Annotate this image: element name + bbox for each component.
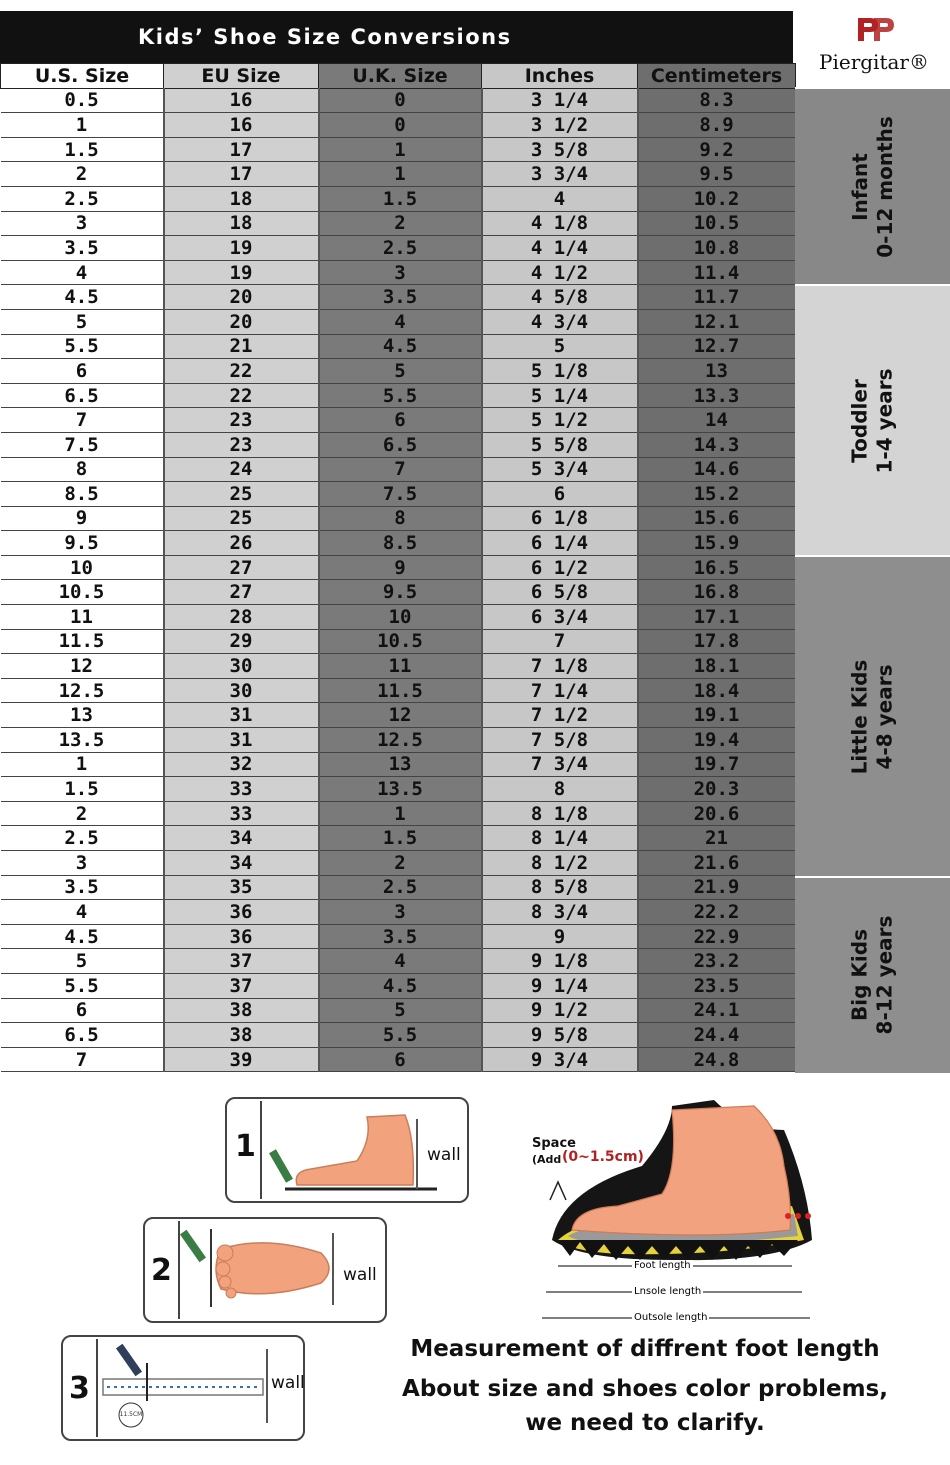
inches-cell: 7 [482,629,638,654]
brand-logo-icon [852,14,896,44]
us-size-cell: 5 [1,309,164,334]
inches-cell: 6 1/8 [482,506,638,531]
eu-size-cell: 25 [164,482,319,507]
eu-size-cell: 38 [164,998,319,1023]
age-group-infant [795,87,950,284]
uk-size-cell: 5.5 [319,1023,482,1048]
us-size-cell: 6 [1,359,164,384]
table-row [1,752,796,777]
table-row [1,728,796,753]
table-header-row [1,64,796,89]
eu-size-cell: 29 [164,629,319,654]
table-row [1,260,796,285]
eu-size-cell: 36 [164,900,319,925]
centimeters-cell: 8.9 [638,113,796,138]
us-size-cell: 9.5 [1,531,164,556]
eu-size-cell: 20 [164,309,319,334]
uk-size-cell: 2.5 [319,875,482,900]
table-row [1,826,796,851]
centimeters-cell: 16.8 [638,580,796,605]
uk-size-cell: 10 [319,605,482,630]
eu-size-cell: 31 [164,703,319,728]
inches-cell: 4 [482,186,638,211]
us-size-cell: 8 [1,457,164,482]
age-group-label [848,659,898,774]
us-size-cell: 7.5 [1,432,164,457]
table-row [1,211,796,236]
centimeters-cell: 13 [638,359,796,384]
centimeters-cell: 22.2 [638,900,796,925]
chart-title [0,11,793,63]
measurement-heading: Measurement of diffrent foot length [410,1336,880,1362]
table-row [1,875,796,900]
add-value: (0~1.5cm) [562,1149,644,1165]
centimeters-cell: 24.1 [638,998,796,1023]
centimeters-cell: 22.9 [638,924,796,949]
inches-cell: 6 [482,482,638,507]
table-row [1,654,796,679]
us-size-cell: 11 [1,605,164,630]
inches-cell: 5 5/8 [482,432,638,457]
uk-size-cell: 9 [319,555,482,580]
us-size-cell: 4 [1,260,164,285]
eu-size-cell: 23 [164,408,319,433]
us-size-cell: 8.5 [1,482,164,507]
us-size-cell: 7 [1,1047,164,1072]
inches-cell: 9 1/2 [482,998,638,1023]
step-3-number: 3 [69,1371,90,1406]
eu-size-cell: 32 [164,752,319,777]
centimeters-cell: 9.2 [638,137,796,162]
centimeters-cell: 14.3 [638,432,796,457]
us-size-cell: 2 [1,162,164,187]
uk-size-cell: 5 [319,359,482,384]
table-row [1,186,796,211]
centimeters-cell: 14 [638,408,796,433]
eu-size-cell: 36 [164,924,319,949]
eu-size-cell: 28 [164,605,319,630]
brand-name: Piergitar® [819,50,929,74]
table-row [1,137,796,162]
age-group-range: 0-12 months [872,115,897,258]
inches-cell: 5 1/2 [482,408,638,433]
eu-size-cell: 25 [164,506,319,531]
us-size-cell: 3 [1,851,164,876]
step-3-panel [61,1335,305,1441]
eu-size-cell: 19 [164,236,319,261]
age-group-range: 1-4 years [872,368,897,474]
uk-size-cell: 1 [319,801,482,826]
table-row [1,334,796,359]
centimeters-cell: 10.2 [638,186,796,211]
inches-cell: 8 5/8 [482,875,638,900]
centimeters-cell: 9.5 [638,162,796,187]
us-size-cell: 4.5 [1,285,164,310]
us-size-cell: 4 [1,900,164,925]
us-size-cell: 7 [1,408,164,433]
inches-cell: 5 3/4 [482,457,638,482]
eu-size-cell: 26 [164,531,319,556]
step-2-number: 2 [151,1253,172,1288]
centimeters-cell: 21.6 [638,851,796,876]
us-size-cell: 12.5 [1,678,164,703]
eu-size-cell: 37 [164,949,319,974]
table-row [1,555,796,580]
uk-size-cell: 6 [319,408,482,433]
table-row [1,703,796,728]
us-size-cell: 5 [1,949,164,974]
table-row [1,580,796,605]
table-row [1,88,796,113]
uk-size-cell: 2 [319,211,482,236]
outsole-length-label: Outsole length [634,1312,708,1323]
centimeters-cell: 19.1 [638,703,796,728]
us-size-cell: 2 [1,801,164,826]
centimeters-cell: 8.3 [638,88,796,113]
brand-logo [800,14,948,84]
inches-cell: 4 1/4 [482,236,638,261]
eu-size-cell: 18 [164,186,319,211]
inches-cell: 7 1/4 [482,678,638,703]
centimeters-cell: 19.4 [638,728,796,753]
uk-size-cell: 5.5 [319,383,482,408]
table-row [1,678,796,703]
step-1-panel [225,1097,469,1203]
table-row [1,506,796,531]
eu-size-cell: 17 [164,137,319,162]
eu-size-cell: 39 [164,1047,319,1072]
us-size-cell: 13 [1,703,164,728]
uk-size-cell: 3.5 [319,285,482,310]
inches-cell: 6 3/4 [482,605,638,630]
step-1-number: 1 [235,1129,256,1164]
eu-size-cell: 27 [164,580,319,605]
centimeters-cell: 20.3 [638,777,796,802]
inches-cell: 4 1/2 [482,260,638,285]
header-inches: Inches [482,64,638,89]
us-size-cell: 2.5 [1,186,164,211]
table-row [1,629,796,654]
uk-size-cell: 12.5 [319,728,482,753]
inches-cell: 6 5/8 [482,580,638,605]
size-table [0,63,797,1072]
inches-cell: 4 1/8 [482,211,638,236]
eu-size-cell: 34 [164,826,319,851]
table-row [1,777,796,802]
table-body [1,88,796,1072]
inches-cell: 3 1/2 [482,113,638,138]
age-group-big-kids [795,876,950,1073]
us-size-cell: 5.5 [1,973,164,998]
centimeters-cell: 24.8 [638,1047,796,1072]
step-2-panel [143,1217,387,1323]
uk-size-cell: 12 [319,703,482,728]
table-row [1,924,796,949]
us-size-cell: 3.5 [1,236,164,261]
us-size-cell: 2.5 [1,826,164,851]
age-group-toddler [795,284,950,555]
us-size-cell: 3 [1,211,164,236]
table-row [1,851,796,876]
table-row [1,973,796,998]
centimeters-cell: 15.2 [638,482,796,507]
us-size-cell: 5.5 [1,334,164,359]
inches-cell: 8 [482,777,638,802]
eu-size-cell: 27 [164,555,319,580]
eu-size-cell: 17 [164,162,319,187]
shoe-diagram [522,1090,822,1330]
inches-cell: 7 5/8 [482,728,638,753]
eu-size-cell: 19 [164,260,319,285]
uk-size-cell: 1.5 [319,826,482,851]
age-group-name: Little Kids [847,659,872,774]
eu-size-cell: 24 [164,457,319,482]
inches-cell: 3 3/4 [482,162,638,187]
us-size-cell: 1.5 [1,777,164,802]
age-group-label [848,368,898,473]
space-label: Space [532,1136,576,1151]
age-group-label [847,916,897,1035]
centimeters-cell: 16.5 [638,555,796,580]
centimeters-cell: 13.3 [638,383,796,408]
uk-size-cell: 13 [319,752,482,777]
uk-size-cell: 11 [319,654,482,679]
age-group-little-kids [795,555,950,875]
us-size-cell: 1 [1,113,164,138]
add-label: (Add [532,1153,562,1166]
centimeters-cell: 18.1 [638,654,796,679]
eu-size-cell: 33 [164,777,319,802]
table-row [1,457,796,482]
centimeters-cell: 12.1 [638,309,796,334]
centimeters-cell: 20.6 [638,801,796,826]
uk-size-cell: 3.5 [319,924,482,949]
uk-size-cell: 3 [319,900,482,925]
chart-title-text: Kids’ Shoe Size Conversions [138,25,512,49]
eu-size-cell: 23 [164,432,319,457]
eu-size-cell: 20 [164,285,319,310]
inches-cell: 9 1/8 [482,949,638,974]
ruler-icon [63,1337,303,1439]
centimeters-cell: 23.2 [638,949,796,974]
uk-size-cell: 1.5 [319,186,482,211]
table-row [1,383,796,408]
us-size-cell: 11.5 [1,629,164,654]
us-size-cell: 3.5 [1,875,164,900]
centimeters-cell: 15.6 [638,506,796,531]
foot-length-label: Foot length [634,1260,691,1271]
table-row [1,1047,796,1072]
eu-size-cell: 16 [164,88,319,113]
inches-cell: 8 1/8 [482,801,638,826]
table-row [1,236,796,261]
inches-cell: 5 1/4 [482,383,638,408]
table-row [1,605,796,630]
table-row [1,1023,796,1048]
header-eu-size: EU Size [164,64,319,89]
uk-size-cell: 7 [319,457,482,482]
inches-cell: 4 5/8 [482,285,638,310]
step-3-wall-label: wall [271,1373,305,1393]
uk-size-cell: 8 [319,506,482,531]
uk-size-cell: 1 [319,137,482,162]
centimeters-cell: 15.9 [638,531,796,556]
inches-cell: 8 1/4 [482,826,638,851]
uk-size-cell: 1 [319,162,482,187]
uk-size-cell: 0 [319,113,482,138]
uk-size-cell: 10.5 [319,629,482,654]
inches-cell: 5 1/8 [482,359,638,384]
centimeters-cell: 18.4 [638,678,796,703]
uk-size-cell: 8.5 [319,531,482,556]
centimeters-cell: 17.8 [638,629,796,654]
centimeters-cell: 21.9 [638,875,796,900]
centimeters-cell: 12.7 [638,334,796,359]
eu-size-cell: 22 [164,359,319,384]
centimeters-cell: 10.5 [638,211,796,236]
uk-size-cell: 6 [319,1047,482,1072]
eu-size-cell: 30 [164,654,319,679]
eu-size-cell: 30 [164,678,319,703]
uk-size-cell: 4 [319,949,482,974]
ruler-mark-label: 11.5CM [119,1411,143,1418]
uk-size-cell: 3 [319,260,482,285]
table-row [1,408,796,433]
eu-size-cell: 38 [164,1023,319,1048]
uk-size-cell: 6.5 [319,432,482,457]
inches-cell: 6 1/2 [482,555,638,580]
eu-size-cell: 33 [164,801,319,826]
inches-cell: 9 1/4 [482,973,638,998]
table-row [1,801,796,826]
inches-cell: 3 5/8 [482,137,638,162]
eu-size-cell: 37 [164,973,319,998]
us-size-cell: 10 [1,555,164,580]
uk-size-cell: 2 [319,851,482,876]
table-row [1,949,796,974]
centimeters-cell: 21 [638,826,796,851]
inches-cell: 9 5/8 [482,1023,638,1048]
centimeters-cell: 10.8 [638,236,796,261]
uk-size-cell: 11.5 [319,678,482,703]
us-size-cell: 4.5 [1,924,164,949]
table-row [1,309,796,334]
us-size-cell: 1.5 [1,137,164,162]
inches-cell: 7 3/4 [482,752,638,777]
eu-size-cell: 21 [164,334,319,359]
age-group-label [847,116,897,258]
us-size-cell: 6 [1,998,164,1023]
uk-size-cell: 5 [319,998,482,1023]
centimeters-cell: 24.4 [638,1023,796,1048]
uk-size-cell: 0 [319,88,482,113]
inches-cell: 8 1/2 [482,851,638,876]
note-line-2: we need to clarify. [525,1410,765,1436]
us-size-cell: 6.5 [1,383,164,408]
table-row [1,162,796,187]
age-group-name: Big Kids [847,929,872,1022]
centimeters-cell: 23.5 [638,973,796,998]
us-size-cell: 0.5 [1,88,164,113]
age-group-range: 4-8 years [872,664,897,770]
centimeters-cell: 14.6 [638,457,796,482]
us-size-cell: 13.5 [1,728,164,753]
eu-size-cell: 16 [164,113,319,138]
step-1-wall-label: wall [427,1145,461,1165]
table-row [1,998,796,1023]
uk-size-cell: 4 [319,309,482,334]
eu-size-cell: 18 [164,211,319,236]
table-row [1,113,796,138]
inches-cell: 3 1/4 [482,88,638,113]
centimeters-cell: 17.1 [638,605,796,630]
age-group-range: 8-12 years [872,915,897,1035]
header-uk-size: U.K. Size [319,64,482,89]
age-group-name: Toddler [847,378,872,463]
table-row [1,432,796,457]
table-row [1,900,796,925]
table-row [1,285,796,310]
table-row [1,482,796,507]
centimeters-cell: 11.4 [638,260,796,285]
table-row [1,531,796,556]
inches-cell: 5 [482,334,638,359]
us-size-cell: 9 [1,506,164,531]
uk-size-cell: 2.5 [319,236,482,261]
insole-length-label: Lnsole length [634,1286,702,1297]
inches-cell: 8 3/4 [482,900,638,925]
age-group-name: Infant [847,152,872,221]
us-size-cell: 1 [1,752,164,777]
step-2-wall-label: wall [343,1265,377,1285]
table-row [1,359,796,384]
eu-size-cell: 31 [164,728,319,753]
inches-cell: 6 1/4 [482,531,638,556]
inches-cell: 9 [482,924,638,949]
us-size-cell: 10.5 [1,580,164,605]
inches-cell: 7 1/8 [482,654,638,679]
eu-size-cell: 35 [164,875,319,900]
inches-cell: 9 3/4 [482,1047,638,1072]
eu-size-cell: 22 [164,383,319,408]
inches-cell: 4 3/4 [482,309,638,334]
header-centimeters: Centimeters [638,64,796,89]
uk-size-cell: 13.5 [319,777,482,802]
centimeters-cell: 11.7 [638,285,796,310]
uk-size-cell: 7.5 [319,482,482,507]
centimeters-cell: 19.7 [638,752,796,777]
note-line-1: About size and shoes color problems, [402,1376,888,1402]
uk-size-cell: 9.5 [319,580,482,605]
eu-size-cell: 34 [164,851,319,876]
inches-cell: 7 1/2 [482,703,638,728]
uk-size-cell: 4.5 [319,973,482,998]
us-size-cell: 6.5 [1,1023,164,1048]
us-size-cell: 12 [1,654,164,679]
age-groups [795,87,950,1073]
header-us-size: U.S. Size [1,64,164,89]
uk-size-cell: 4.5 [319,334,482,359]
